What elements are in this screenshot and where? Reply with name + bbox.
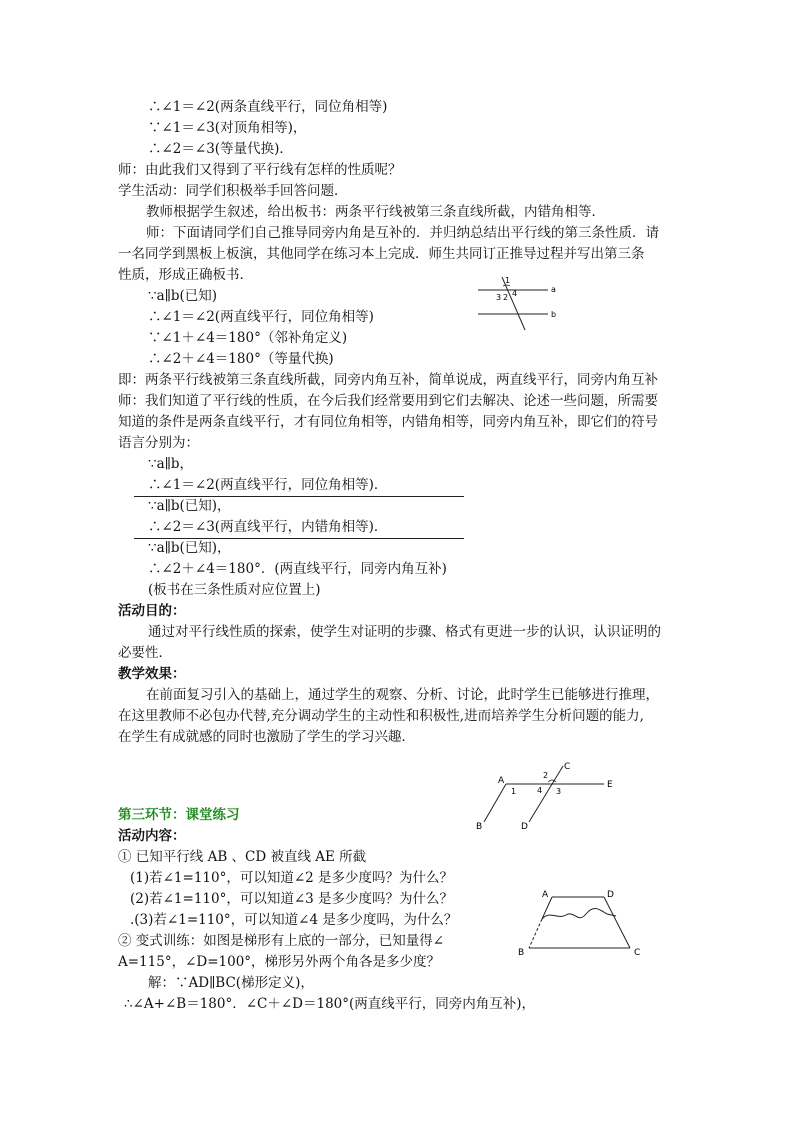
section-heading: 活动内容：: [118, 828, 186, 844]
paragraph-line: 在学生有成就感的同时也激励了学生的学习兴趣．: [118, 729, 415, 745]
paragraph-line: 在前面复习引入的基础上，通过学生的观察、分析、讨论，此时学生已能够进行推理，: [146, 687, 659, 703]
trapezoid-figure: [512, 884, 648, 960]
fig3-label: B: [518, 948, 525, 958]
fig1-label: 4: [512, 289, 518, 298]
symbol-line: ∴∠2＝∠3(两直线平行，内错角相等)．: [148, 519, 388, 535]
symbol-line: ∵a∥b(已知)，: [148, 540, 231, 556]
paragraph-line: 知道的条件是两条直线平行，才有同位角相等，内错角相等，同旁内角互补，即它们的符号: [118, 414, 658, 430]
exercise-line: ① 已知平行线 AB 、CD 被直线 AE 所截: [118, 849, 367, 865]
symbol-line: ∴∠2＋∠4＝180°．(两直线平行，同旁内角互补): [148, 561, 447, 577]
exercise-line: ② 变式训练：如图是梯形有上底的一部分，已知量得∠: [118, 933, 445, 949]
symbol-line: ∴∠1＝∠2(两直线平行，同位角相等)．: [148, 477, 388, 493]
exercise-line: (1)若∠1=110°，可以知道∠2 是多少度吗？为什么？: [130, 870, 454, 886]
fig2-label: C: [564, 762, 571, 772]
fig2-label: 1: [511, 787, 517, 796]
exercise-line: A=115°，∠D=100°，梯形另外两个角各是多少度？: [118, 954, 441, 970]
paragraph-line: 必要性．: [118, 645, 172, 661]
board-note: 教师根据学生叙述，给出板书：两条平行线被第三条直线所截，内错角相等．: [146, 204, 605, 220]
paragraph-line: 通过对平行线性质的探索，使学生对证明的步骤、格式有更进一步的认识，认识证明的: [148, 624, 661, 640]
fig2-label: A: [498, 776, 505, 786]
paragraph-line: 在这里教师不必包办代替,充分调动学生的主动性和积极性,进而培养学生分析问题的能力,: [118, 708, 644, 724]
solution-line: ∴∠A+∠B＝180°．∠C＋∠D＝180°(两直线平行，同旁内角互补)，: [124, 996, 536, 1012]
teacher-question: 师：由此我们又得到了平行线有怎样的性质呢？: [118, 162, 402, 178]
section-heading: 教学效果：: [118, 666, 186, 682]
conclusion-line: 即：两条平行线被第三条直线所截，同旁内角互补，简单说成，两直线平行，同旁内角互补: [118, 372, 658, 388]
fig1-label: 3: [496, 293, 502, 302]
student-activity: 学生活动：同学们积极举手回答问题．: [118, 183, 348, 199]
proof-line: ∴∠1＝∠2(两条直线平行，同位角相等): [148, 99, 388, 115]
transversal-figure: [470, 758, 620, 838]
fig3-label: C: [634, 948, 641, 958]
board-note: (板书在三条性质对应位置上): [148, 582, 321, 598]
paragraph-line: 语言分别为：: [118, 435, 199, 451]
fig3-label: A: [542, 890, 549, 900]
proof-line: ∵∠1＝∠3(对顶角相等)，: [148, 120, 307, 136]
fig2-label: E: [607, 780, 613, 790]
fig1-label: 1: [505, 276, 511, 285]
exercise-line: (2)若∠1=110°，可以知道∠3 是多少度吗？为什么？: [130, 891, 454, 907]
fig2-label: D: [521, 822, 528, 832]
fig1-label: b: [551, 310, 557, 319]
fig1-label: 2: [503, 293, 509, 302]
fig2-label: 3: [556, 787, 562, 796]
exercise-line: .(3)若∠1=110°，可以知道∠4 是多少度吗，为什么？: [130, 912, 458, 928]
proof-line: ∴∠2＋∠4＝180°（等量代换): [148, 351, 334, 367]
proof-line: ∵a∥b(已知): [148, 288, 218, 304]
paragraph-line: 师：下面请同学们自己推导同旁内角是互补的．并归纳总结出平行线的第三条性质．请: [146, 225, 659, 241]
stage-heading: 第三环节：课堂练习: [118, 807, 240, 823]
proof-line: ∵∠1＋∠4＝180°（邻补角定义): [148, 330, 348, 346]
symbol-line: ∵a∥b(已知)，: [148, 498, 231, 514]
paragraph-line: 一名同学到黑板上板演，其他同学在练习本上完成．师生共同订正推导过程并写出第三条: [118, 246, 645, 262]
paragraph-line: 师：我们知道了平行线的性质，在今后我们经常要用到它们去解决、论述一些问题，所需要: [118, 393, 658, 409]
paragraph-line: 性质，形成正确板书．: [118, 267, 253, 283]
symbol-line: ∵a∥b，: [148, 456, 194, 472]
fig2-label: 2: [543, 771, 549, 780]
fig2-label: B: [476, 822, 483, 832]
fig2-label: 4: [537, 786, 543, 795]
proof-line: ∴∠2＝∠3(等量代换)．: [148, 141, 293, 157]
fig3-label: D: [607, 890, 614, 900]
section-heading: 活动目的：: [118, 603, 186, 619]
solution-line: 解：∵AD∥BC(梯形定义)，: [148, 975, 314, 991]
fig1-label: a: [551, 285, 556, 294]
parallel-lines-figure: [470, 272, 570, 332]
proof-line: ∴∠1＝∠2(两直线平行，同位角相等): [148, 309, 374, 325]
